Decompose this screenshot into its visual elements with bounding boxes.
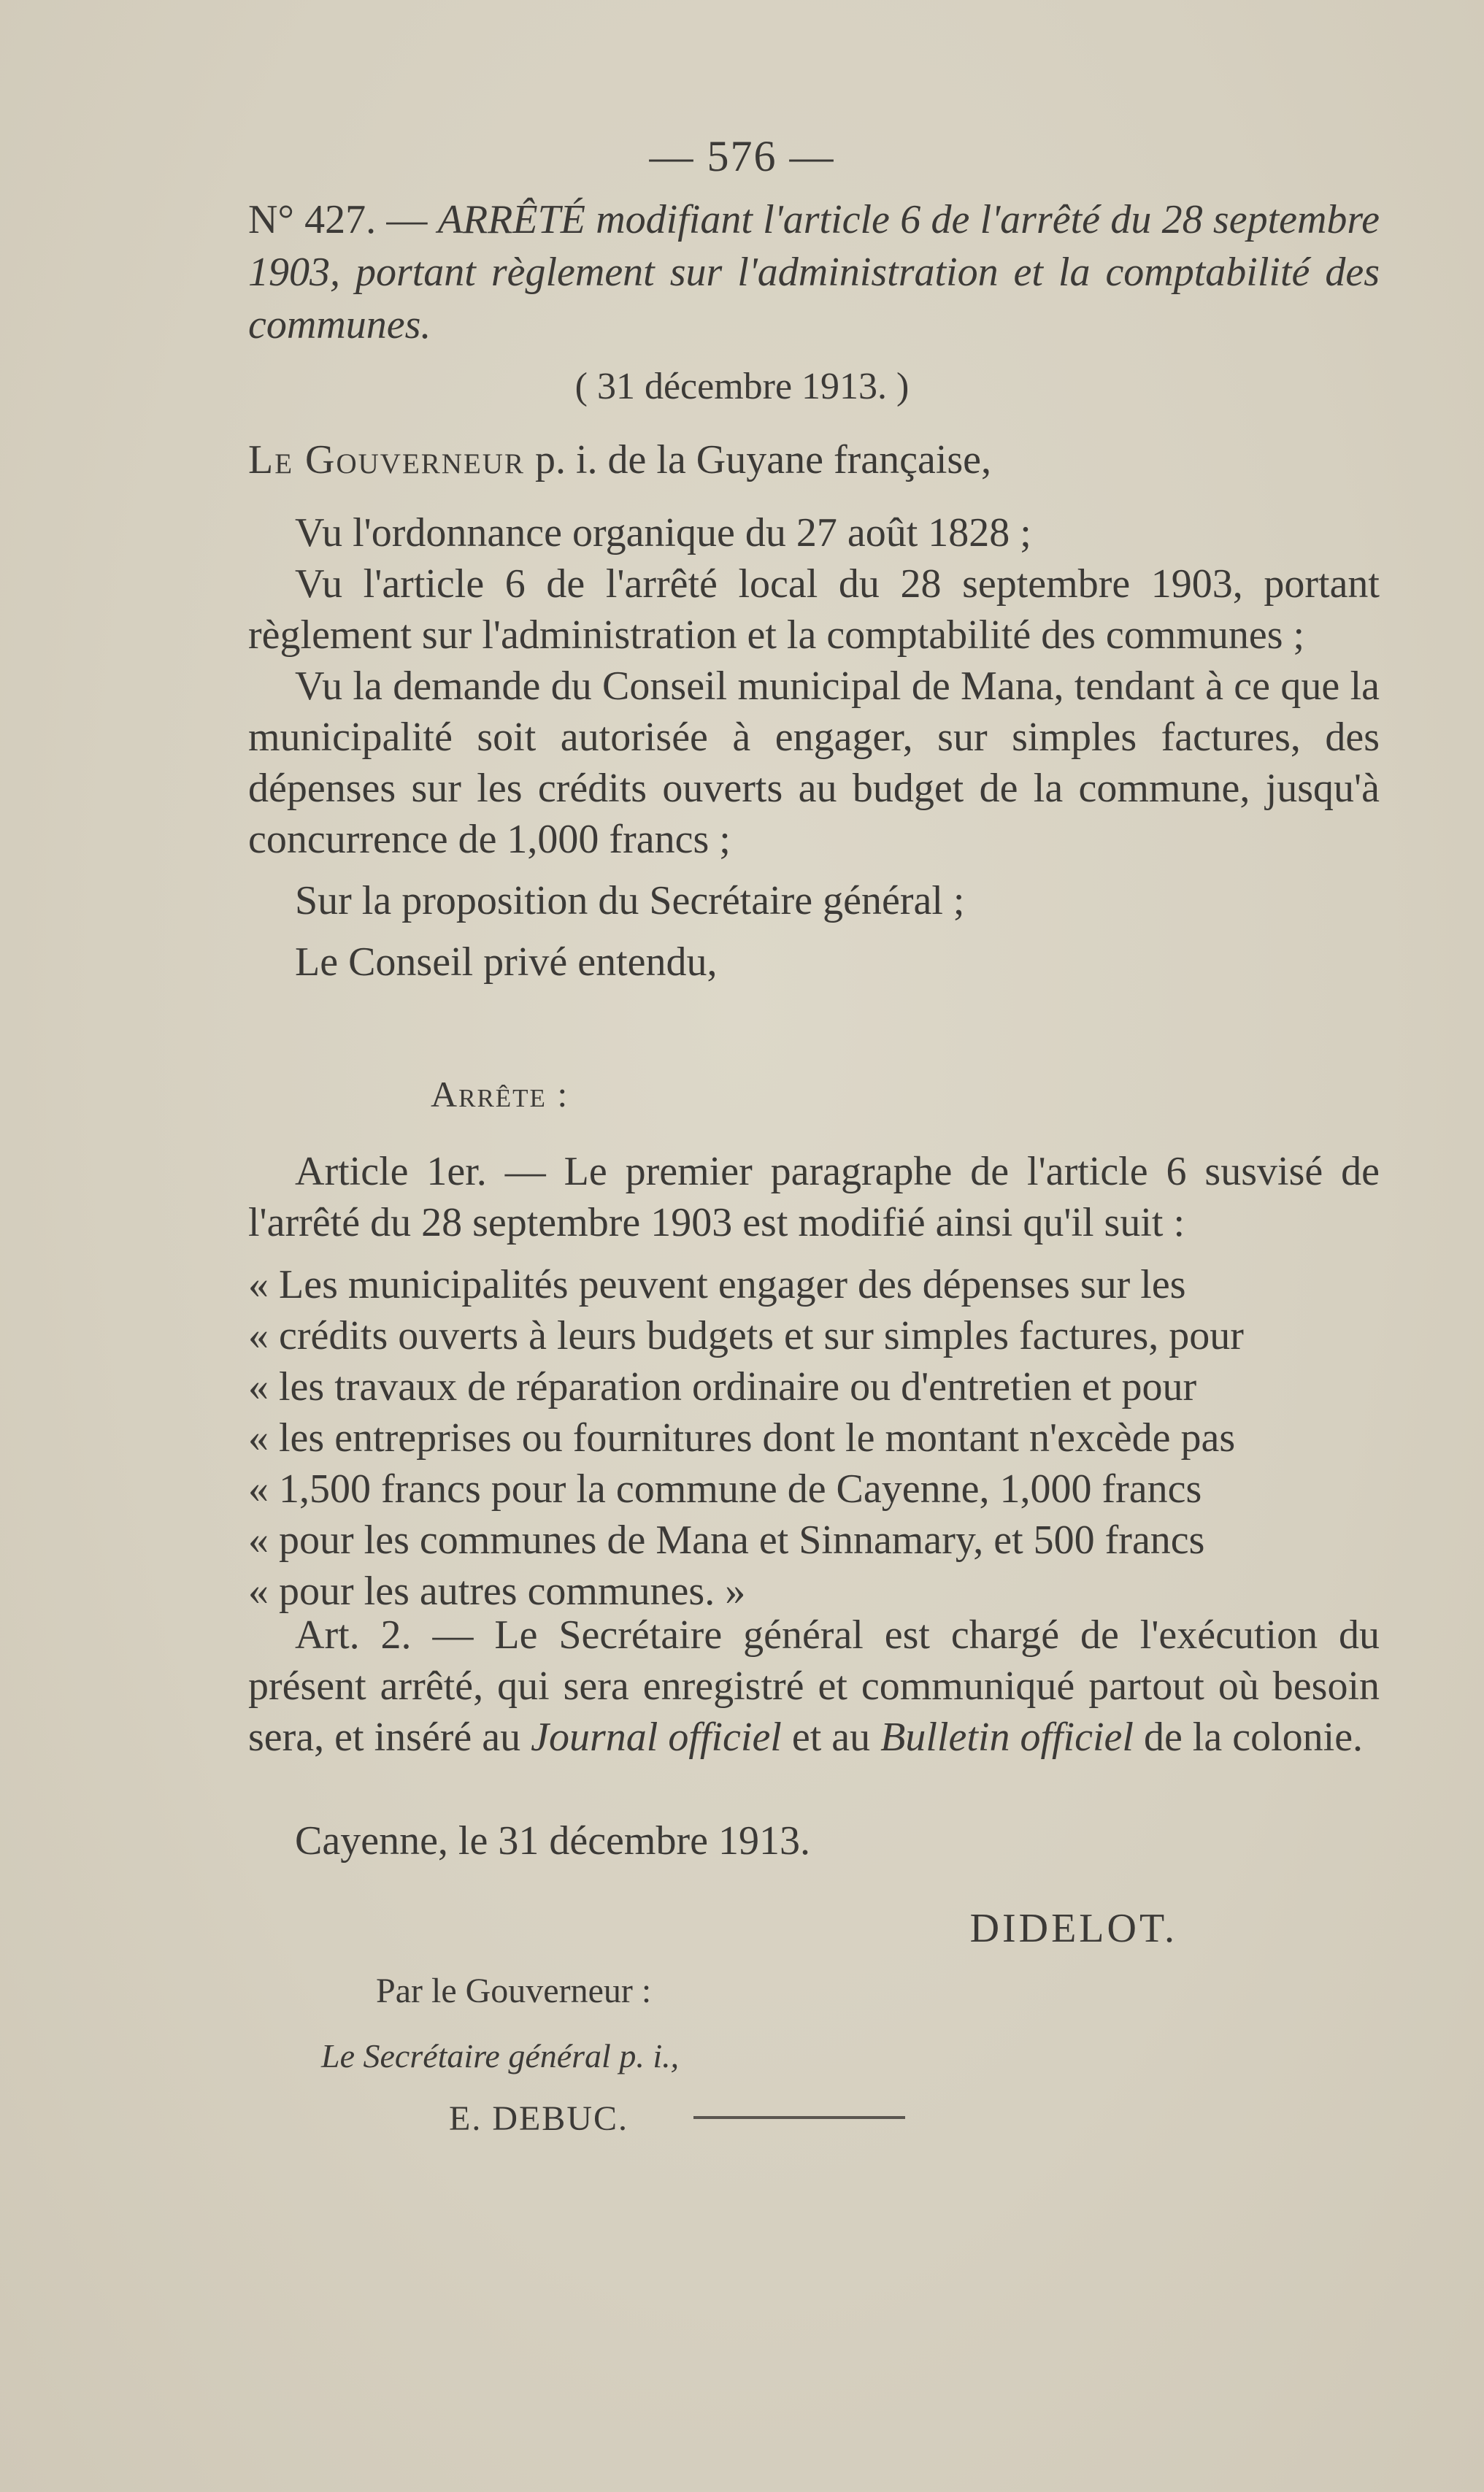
article-2-mid: et au bbox=[791, 1715, 871, 1760]
document-heading bbox=[248, 193, 1380, 351]
arrete-label: Arrête : bbox=[431, 1074, 569, 1115]
article-1-quote bbox=[248, 1259, 1380, 1617]
journal-officiel: Journal officiel bbox=[531, 1715, 782, 1760]
consideration-5: Le Conseil privé entendu, bbox=[295, 939, 718, 985]
quote-line: « les travaux de réparation ordinaire ou d'entretien et pour bbox=[248, 1364, 1197, 1410]
quote-line: « crédits ouverts à leurs budgets et sur simples factures, pour bbox=[248, 1313, 1244, 1358]
decree-title: ARRÊTÉ modifiant l'article 6 de l'arrêté du 28 septembre 1903, portant règlement sur l'administration et la comptabilité des communes. bbox=[248, 197, 1380, 347]
signature: DIDELOT. bbox=[969, 1906, 1177, 1951]
governor-title: Le Gouverneur bbox=[248, 437, 525, 482]
par-le-gouverneur: Par le Gouverneur : bbox=[376, 1972, 652, 2010]
quote-line: « pour les autres communes. » bbox=[248, 1569, 746, 1614]
page-number: — 576 — bbox=[649, 132, 835, 180]
article-2-end: de la colonie. bbox=[1143, 1715, 1364, 1760]
consideration-3: Vu la demande du Conseil municipal de Mana, tendant à ce que la municipalité soit autorisée à engager, sur simples factures, des dépenses sur les crédits ouverts au budget de la commune, jusqu'à concurrence de 1,000 francs ; bbox=[248, 664, 1380, 862]
article-2 bbox=[248, 1610, 1380, 1763]
governor-line bbox=[248, 434, 1380, 485]
quote-line: « pour les communes de Mana et Sinnamary, et 500 francs bbox=[248, 1518, 1205, 1563]
bulletin-officiel: Bulletin officiel bbox=[880, 1715, 1134, 1760]
secretaire-general: Le Secrétaire général p. i., bbox=[321, 2037, 680, 2074]
article-2-text: Art. 2. — Le Secrétaire général est chargé de l'exécution du présent arrêté, qui sera enregistré et communiqué partout où besoin sera, et inséré au bbox=[248, 1612, 1380, 1760]
secretaire-name: E. DEBUC. bbox=[449, 2099, 628, 2138]
quote-line: « Les municipalités peuvent engager des dépenses sur les bbox=[248, 1262, 1186, 1307]
place-date: Cayenne, le 31 décembre 1913. bbox=[295, 1818, 810, 1864]
governor-rest: p. i. de la Guyane française, bbox=[534, 437, 992, 482]
article-1 bbox=[248, 1146, 1380, 1248]
consideration-1: Vu l'ordonnance organique du 27 août 1828 ; bbox=[295, 510, 1031, 555]
consideration-4: Sur la proposition du Secrétaire général ; bbox=[295, 878, 965, 923]
footer-rule bbox=[693, 2116, 905, 2119]
decree-number: N° 427. — bbox=[248, 197, 428, 242]
consideration-2: Vu l'article 6 de l'arrêté local du 28 septembre 1903, portant règlement sur l'administration et la comptabilité des communes ; bbox=[248, 561, 1380, 658]
quote-line: « 1,500 francs pour la commune de Cayenne, 1,000 francs bbox=[248, 1466, 1202, 1512]
quote-line: « les entreprises ou fournitures dont le montant n'excède pas bbox=[248, 1415, 1236, 1461]
article-1-text: Article 1er. — Le premier paragraphe de l'article 6 susvisé de l'arrêté du 28 septembre 1903 est modifié ainsi qu'il suit : bbox=[248, 1149, 1380, 1245]
considerations bbox=[248, 507, 1380, 988]
decree-date: ( 31 décembre 1913. ) bbox=[574, 366, 910, 407]
